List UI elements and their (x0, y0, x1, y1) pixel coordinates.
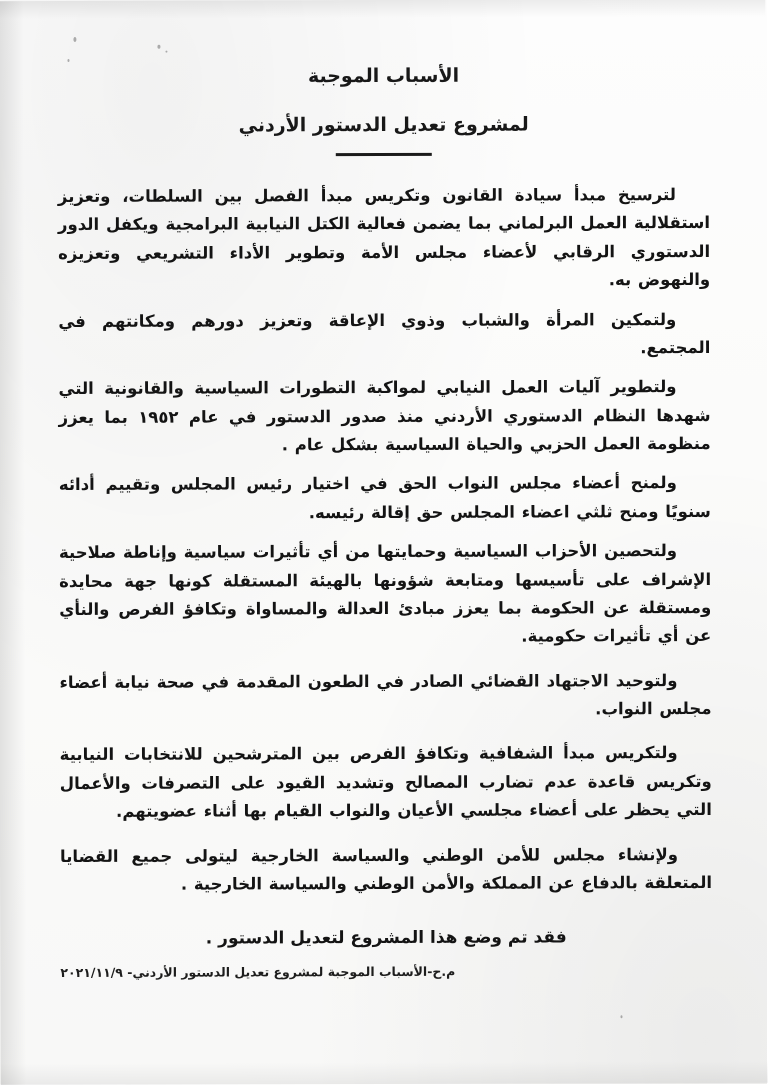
paragraph: لترسيخ مبدأ سيادة القانون وتكريس مبدأ الفصل بين السلطات، وتعزيز استقلالية العمل البرلماني بما يضمن فعالية الكتل النيابية البرامجية ويكفل الدور الدستوري الرقابي لأعضاء مجلس الأمة وتطوير الأداء التشريعي وتعزيزه والنهوض به. (58, 185, 712, 290)
page-subtitle: لمشروع تعديل الدستور الأردني (239, 113, 530, 136)
paragraph: ولتطوير آليات العمل النيابي لمواكبة التطورات السياسية والقانونية التي شهدها النظام الدستوري الأردني منذ صدور الدستور في عام ١٩٥٢ بما يعزز منظومة العمل الحزبي والحياة السياسية بشكل عام . (59, 377, 712, 455)
paragraph: ولتمكين المرأة والشباب وذوي الإعاقة وتعزيز دورهم ومكانتهم في المجتمع. (59, 309, 712, 358)
document-title-block (58, 61, 710, 157)
paragraph: ولإنشاء مجلس للأمن الوطني والسياسة الخارجية ليتولى جميع القضايا المتعلقة بالدفاع عن المملكة والأمن الوطني والسياسة الخارجية . (60, 844, 714, 894)
scan-edge-left (0, 1, 28, 1085)
scan-speck (74, 37, 77, 42)
footer-reference: م.ح-الأسباب الموجبة لمشروع تعديل الدستور الأردني- ٢٠٢١/١١/٩ (61, 963, 457, 981)
paragraph-list (59, 181, 713, 949)
document-body (58, 61, 713, 949)
scan-speck (621, 1015, 623, 1018)
paragraph: ولتوحيد الاجتهاد القضائي الصادر في الطعون المقدمة في صحة نيابة أعضاء مجلس النواب. (60, 670, 713, 719)
scan-speck (68, 59, 70, 62)
page-footer (61, 960, 713, 981)
scan-edge-bottom (2, 1061, 768, 1085)
scan-speck (158, 45, 161, 49)
paragraph: ولتكريس مبدأ الشفافية وتكافؤ الفرص بين المترشحين للانتخابات النيابية وتكريس قاعدة عدم تضارب المصالح وتشديد القيود على التصرفات والأعمال التي يحظر على أعضاء مجلسي الأعيان والنواب القيام بها أثناء عضويتهم. (60, 743, 713, 821)
paragraph: ولتحصين الأحزاب السياسية وحمايتها من أي تأثيرات سياسية وإناطة صلاحية الإشراف على تأسيسها ومتابعة شؤونها بالهيئة المستقلة كونها جهة محايدة ومستقلة عن الحكومة بما يعزز مبادئ العدالة والمساواة وتكافؤ الفرص والنأي عن أي تأثيرات حكومية. (60, 541, 713, 646)
scan-speck (166, 51, 168, 53)
closing-statement: فقد تم وضع هذا المشروع لتعديل الدستور . (206, 927, 568, 949)
page-title: الأسباب الموجبة (308, 64, 461, 88)
title-divider (337, 153, 433, 156)
paragraph: ولمنح أعضاء مجلس النواب الحق في اختيار رئيس المجلس وتقييم أدائه سنويًا ومنح ثلثي اعضاء المجلس حق إقالة رئيسه. (59, 473, 712, 522)
scan-edge-top (0, 0, 766, 19)
